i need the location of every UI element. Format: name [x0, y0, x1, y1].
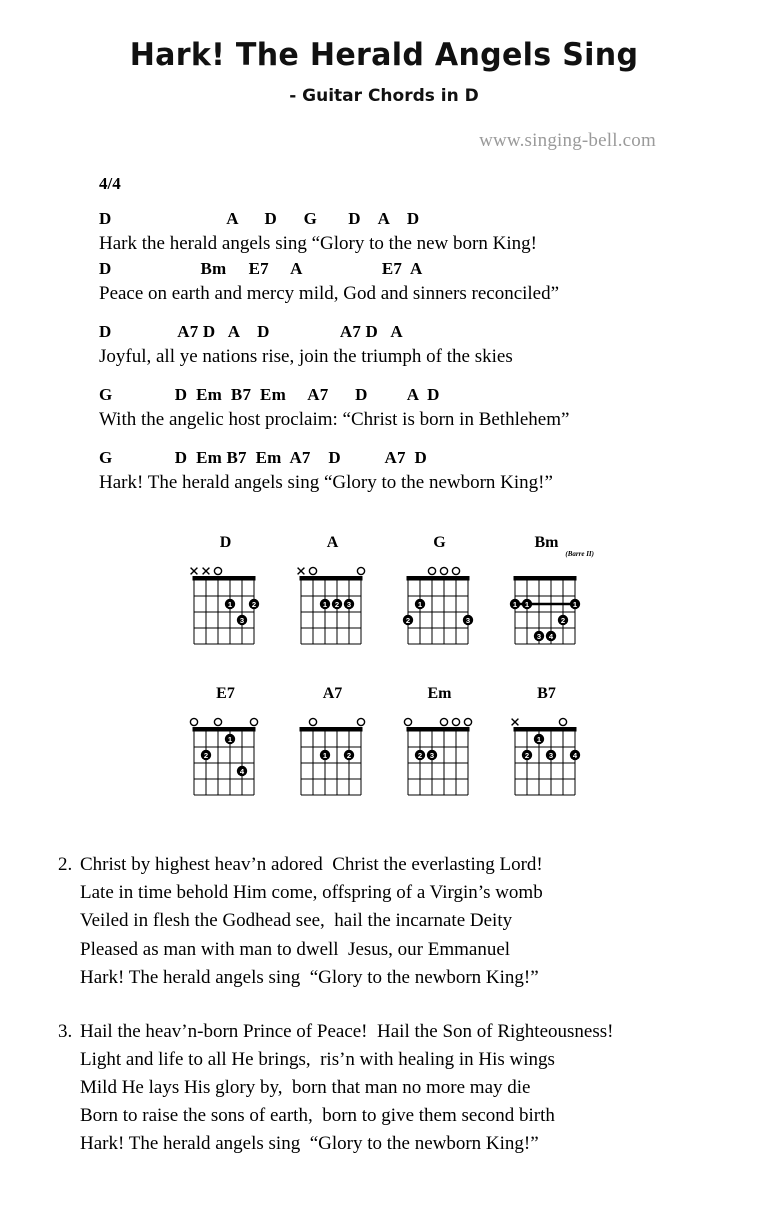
chord-row: D Bm E7 A E7 A [99, 259, 423, 279]
svg-text:1: 1 [512, 600, 517, 610]
svg-text:3: 3 [548, 751, 553, 761]
barre-annotation: (Barre II) [565, 550, 594, 559]
verse-line: Mild He lays His glory by, born that man no more may die [80, 1076, 531, 1098]
svg-text:2: 2 [251, 600, 256, 610]
chord-diagram-cell-b7 [493, 686, 600, 809]
svg-text:4: 4 [548, 632, 553, 642]
chord-sheet [99, 174, 699, 495]
chord-diagram-bm [507, 554, 587, 658]
chord-diagram-cell-a [279, 535, 386, 658]
chord-diagram-g [400, 554, 480, 658]
svg-text:3: 3 [429, 751, 434, 761]
chord-diagram-label: E7 [216, 685, 235, 703]
verse-lines [80, 1018, 748, 1159]
svg-text:2: 2 [560, 616, 565, 626]
svg-text:2: 2 [417, 751, 422, 761]
svg-text:1: 1 [322, 751, 327, 761]
verse-number: 2. [58, 854, 73, 876]
chord-diagram-label: B7 [537, 685, 556, 703]
svg-text:1: 1 [572, 600, 577, 610]
chord-diagram-d [186, 554, 266, 658]
svg-text:4: 4 [572, 751, 577, 761]
svg-text:3: 3 [465, 616, 470, 626]
chord-row: G D Em B7 Em A7 D A D [99, 385, 440, 405]
verse-section [58, 851, 748, 1158]
verse-line: Hark! The herald angels sing “Glory to the newborn King!” [80, 966, 539, 988]
chord-diagram-a [293, 554, 373, 658]
svg-text:1: 1 [417, 600, 422, 610]
time-signature: 4/4 [99, 174, 121, 194]
chord-diagram-label: A [326, 534, 339, 552]
chord-diagram-label: Bm [534, 534, 559, 552]
svg-text:3: 3 [239, 616, 244, 626]
stanza-container [99, 208, 699, 495]
svg-text:2: 2 [346, 751, 351, 761]
svg-text:1: 1 [322, 600, 327, 610]
verse [58, 851, 748, 992]
chord-diagram-row [172, 686, 602, 809]
svg-text:2: 2 [524, 751, 529, 761]
chord-diagram-label: Em [427, 685, 452, 703]
verse-lines [80, 851, 748, 992]
svg-text:3: 3 [346, 600, 351, 610]
stanza-line [99, 384, 699, 432]
verse-line: Veiled in flesh the Godhead see, hail the incarnate Deity [80, 910, 513, 932]
stanza-line [99, 208, 699, 256]
lyric-row: Joyful, all ye nations rise, join the triumph of the skies [99, 346, 513, 368]
verse-line: Pleased as man with man to dwell Jesus, our Emmanuel [80, 938, 511, 960]
chord-diagram-em [400, 705, 480, 809]
chord-diagram-row [172, 535, 602, 658]
chord-diagram-area [172, 535, 602, 809]
svg-text:2: 2 [203, 751, 208, 761]
chord-row: G D Em B7 Em A7 D A7 D [99, 448, 428, 468]
stanza-line [99, 258, 699, 306]
svg-text:2: 2 [405, 616, 410, 626]
chord-diagram-label: D [219, 534, 232, 552]
page-header [0, 0, 768, 106]
svg-text:3: 3 [536, 632, 541, 642]
lyric-row: With the angelic host proclaim: “Christ is born in Bethlehem” [99, 409, 570, 431]
chord-diagram-cell-g [386, 535, 493, 658]
chord-diagram-cell-em [386, 686, 493, 809]
verse-line: Light and life to all He brings, ris’n with healing in His wings [80, 1048, 555, 1070]
chord-diagram-a7 [293, 705, 373, 809]
svg-text:1: 1 [524, 600, 529, 610]
verse-line: Late in time behold Him come, offspring of a Virgin’s womb [80, 882, 543, 904]
svg-text:1: 1 [536, 735, 541, 745]
page-subtitle: - Guitar Chords in D [289, 86, 479, 107]
chord-diagram-label: A7 [322, 685, 343, 703]
svg-text:1: 1 [227, 735, 232, 745]
chord-diagram-cell-e7 [172, 686, 279, 809]
stanza-line [99, 447, 699, 495]
svg-text:1: 1 [227, 600, 232, 610]
site-url: www.singing-bell.com [479, 130, 656, 152]
chord-row: D A D G D A D [99, 209, 420, 229]
chord-diagram-e7 [186, 705, 266, 809]
verse-line: Hark! The herald angels sing “Glory to the newborn King!” [80, 1133, 539, 1155]
svg-text:4: 4 [239, 767, 244, 777]
svg-text:2: 2 [334, 600, 339, 610]
lyric-row: Hark the herald angels sing “Glory to the new born King! [99, 233, 537, 255]
chord-diagram-cell-d [172, 535, 279, 658]
verse-line: Born to raise the sons of earth, born to give them second birth [80, 1105, 555, 1127]
chord-row: D A7 D A D A7 D A [99, 322, 403, 342]
verse-line: Hail the heav’n-born Prince of Peace! Hail the Son of Righteousness! [80, 1020, 614, 1042]
lyric-row: Hark! The herald angels sing “Glory to the newborn King!” [99, 472, 553, 494]
stanza-line [99, 321, 699, 369]
chord-diagram-b7 [507, 705, 587, 809]
verse-number: 3. [58, 1020, 73, 1042]
verse [58, 1018, 748, 1159]
verse-line: Christ by highest heav’n adored Christ the everlasting Lord! [80, 854, 543, 876]
chord-diagram-cell-a7 [279, 686, 386, 809]
page-title: Hark! The Herald Angels Sing [129, 37, 639, 73]
chord-diagram-label: G [433, 534, 446, 552]
chord-diagram-cell-bm [493, 535, 600, 658]
lyric-row: Peace on earth and mercy mild, God and sinners reconciled” [99, 283, 560, 305]
